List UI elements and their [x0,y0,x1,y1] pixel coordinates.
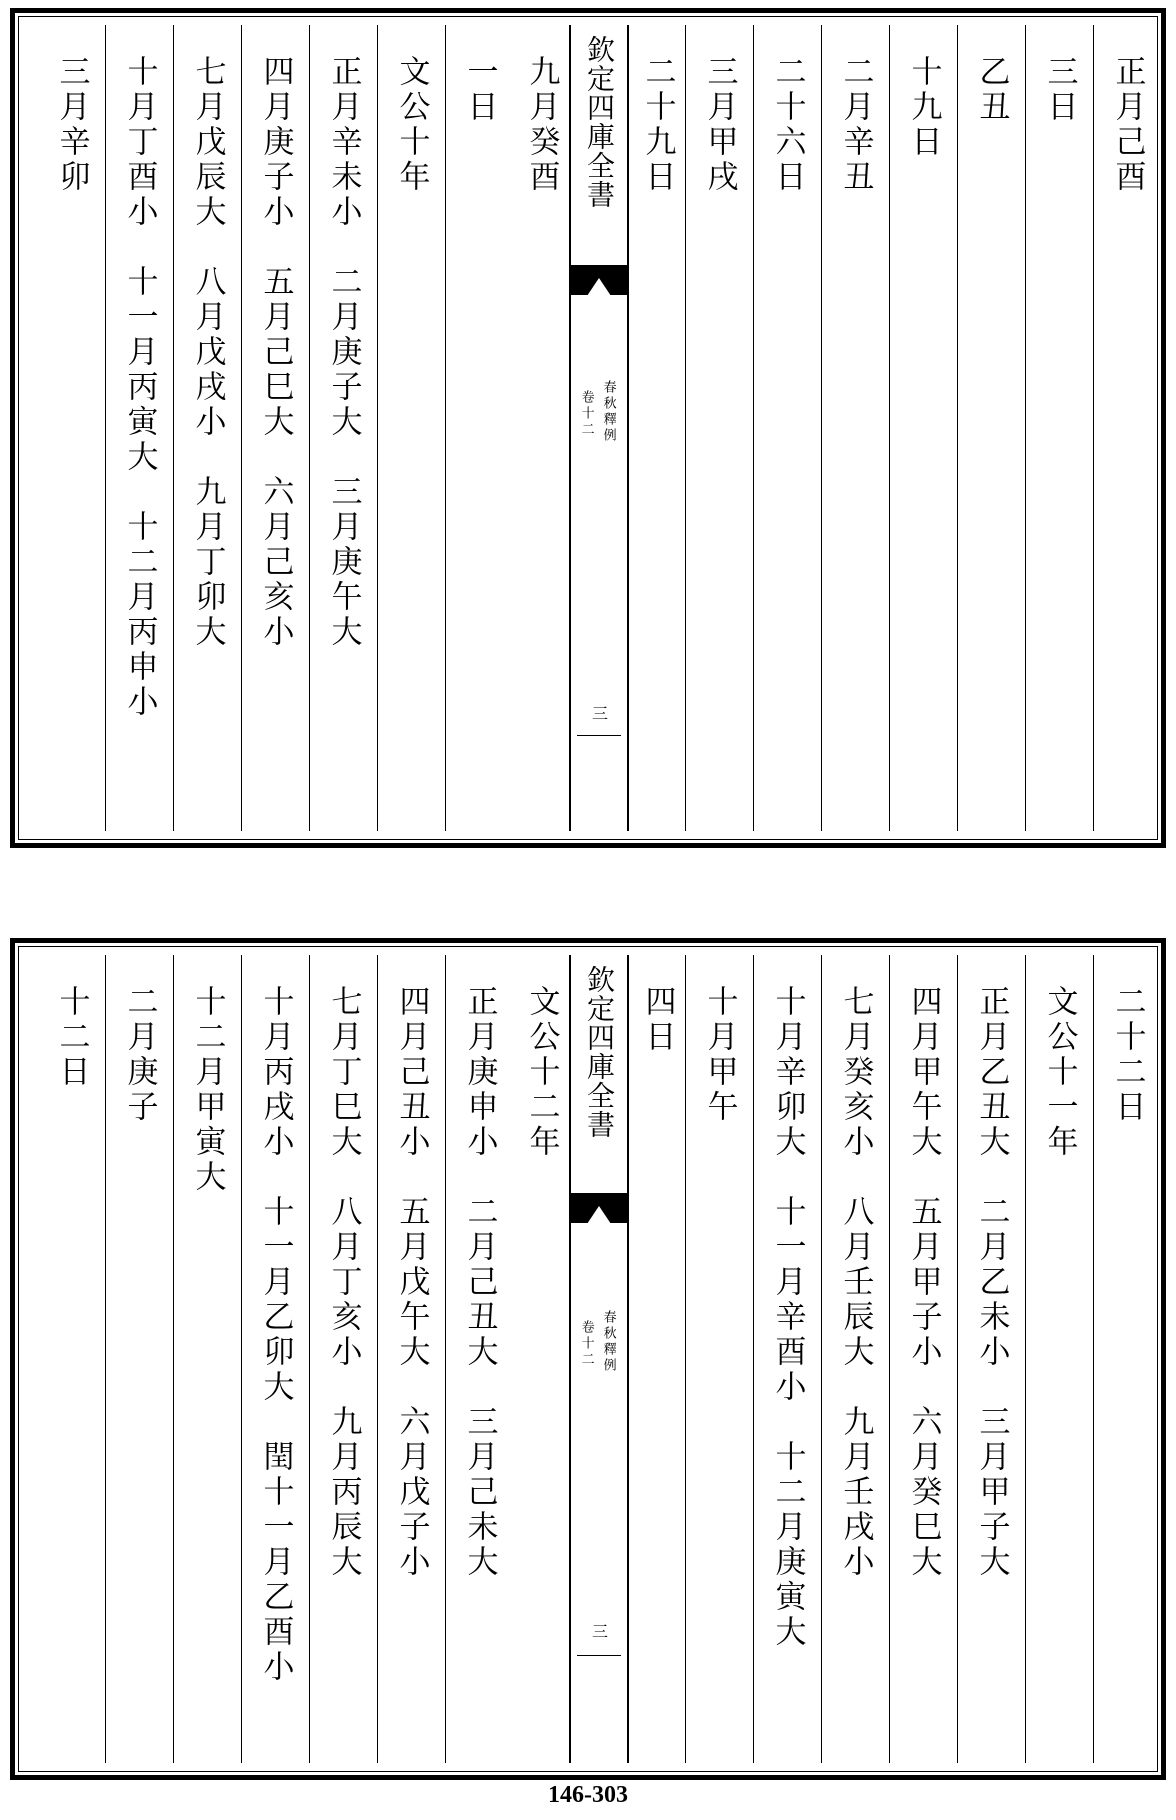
text-column [105,25,173,831]
column-text: 三月辛卯 [53,55,90,195]
text-column [445,955,513,1763]
column-text: 正月己酉 [1109,55,1146,195]
column-text: 十二日 [53,985,90,1090]
text-column [821,25,889,831]
center-fold-band [569,25,629,831]
text-column [1025,955,1093,1763]
column-text: 十月辛卯大 十一月辛酉小 十二月庚寅大 [769,985,806,1650]
text-column [957,955,1025,1763]
column-text: 二月辛丑 [837,55,874,195]
center-band-line [577,1655,621,1656]
bottom-page [10,938,1166,1780]
column-text: 乙丑 [973,55,1010,125]
volume-label: 卷十二 [578,390,594,438]
column-text: 十月丙戌小 十一月乙卯大 閏十一月乙酉小 [257,985,294,1685]
column-text: 四月己丑小 五月戊午大 六月戊子小 [393,985,430,1580]
column-text: 九月癸酉 [523,55,560,195]
column-text: 二月庚子 [121,985,158,1125]
column-text: 一日 [461,55,498,125]
text-column [241,955,309,1763]
text-column [957,25,1025,831]
page-number: 146-303 [548,1782,628,1808]
text-column [629,955,685,1763]
text-column [821,955,889,1763]
text-column [1025,25,1093,831]
column-text: 四月甲午大 五月甲子小 六月癸巳大 [905,985,942,1580]
text-column [37,955,105,1763]
top-page [10,8,1166,848]
text-column [377,25,445,831]
text-column [309,955,377,1763]
book-title: 欽定四庫全書 [583,965,616,1139]
text-column [685,25,753,831]
column-text: 七月癸亥小 八月壬辰大 九月壬戌小 [837,985,874,1580]
text-column [105,955,173,1763]
column-text: 二十二日 [1109,985,1146,1125]
text-column [1093,25,1161,831]
column-text: 文公十年 [393,55,430,195]
text-column [685,955,753,1763]
column-text: 四月庚子小 五月己巳大 六月己亥小 [257,55,294,650]
column-text: 二十九日 [639,55,676,195]
column-text: 七月戊辰大 八月戊戌小 九月丁卯大 [189,55,226,650]
column-text: 三日 [1041,55,1078,125]
text-column [753,25,821,831]
column-text: 正月庚申小 二月己丑大 三月己未大 [461,985,498,1580]
section-title: 春秋釋例 [600,1310,616,1374]
column-text: 文公十二年 [523,985,560,1160]
column-text: 十月甲午 [701,985,738,1125]
column-text: 七月丁巳大 八月丁亥小 九月丙辰大 [325,985,362,1580]
text-column [513,25,569,831]
volume-label: 卷十二 [578,1320,594,1368]
leaf-number: 三 [589,705,609,721]
center-band-line [577,735,621,736]
column-text: 十月丁酉小 十一月丙寅大 十二月丙申小 [121,55,158,720]
text-column [513,955,569,1763]
column-text: 正月乙丑大 二月乙未小 三月甲子大 [973,985,1010,1580]
book-title: 欽定四庫全書 [583,35,616,209]
text-column [889,25,957,831]
text-column [173,25,241,831]
leaf-number: 三 [589,1623,609,1639]
text-column [241,25,309,831]
text-column [445,25,513,831]
section-title: 春秋釋例 [600,380,616,444]
text-column [889,955,957,1763]
column-text: 二十六日 [769,55,806,195]
center-fold-band [569,955,629,1763]
column-text: 十九日 [905,55,942,160]
column-text: 文公十一年 [1041,985,1078,1160]
column-text: 十二月甲寅大 [189,985,226,1195]
text-column [309,25,377,831]
text-column [629,25,685,831]
fish-tail-mark [571,1193,627,1223]
text-column [377,955,445,1763]
text-column [173,955,241,1763]
column-text: 三月甲戌 [701,55,738,195]
text-column [37,25,105,831]
text-column [1093,955,1161,1763]
text-column [753,955,821,1763]
column-text: 四日 [639,985,676,1055]
column-text: 正月辛未小 二月庚子大 三月庚午大 [325,55,362,650]
fish-tail-mark [571,265,627,295]
